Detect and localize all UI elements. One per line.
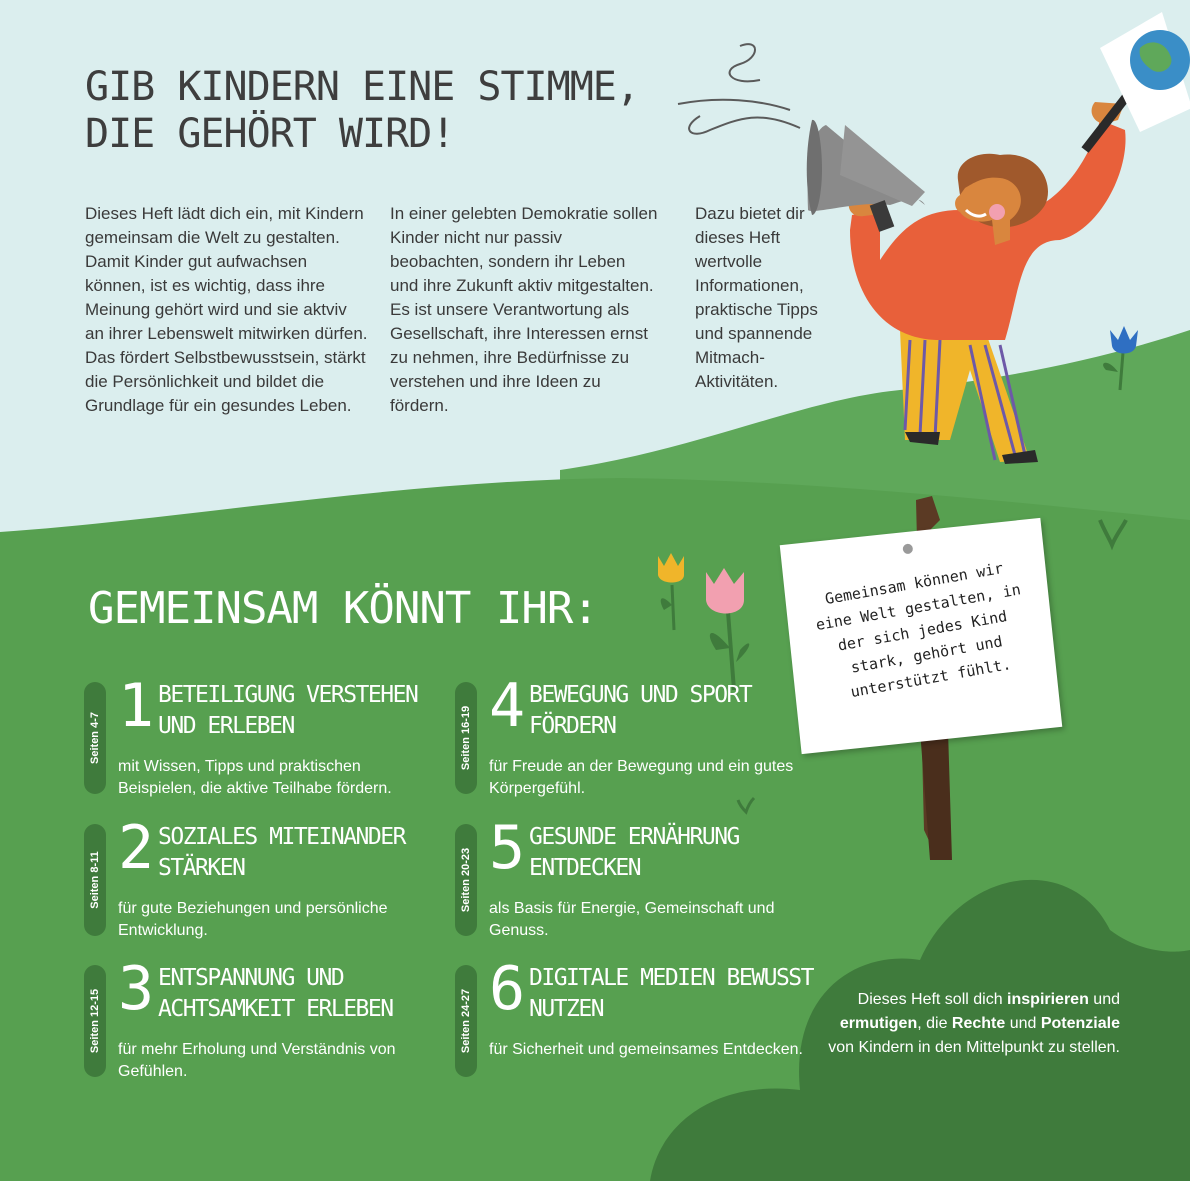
sign-note [780,518,1063,754]
item-title: BETEILIGUNG VERSTEHEN UND ERLEBEN [158,682,418,739]
page-range-badge: Seiten 16-19 [455,682,477,794]
page-title [85,64,639,158]
list-item-1 [84,671,424,802]
page-range-badge: Seiten 20-23 [455,824,477,936]
intro-column-1: Dieses Heft lädt dich ein, mit Kindern gemeinsam die Welt zu gestalten. Damit Kinder gut aufwachsen können, ist es wichtig, dass ihre Meinung gehört wird und sie aktviv an ihrer Lebenswelt mitwirken dürfen. Das fördert Selbstbewusstsein, stärkt die Persönlichkeit und bildet die Grundlage für ein gesundes Leben. [85,204,368,415]
pin-icon [902,543,913,554]
list-item-4 [455,671,795,802]
item-title: SOZIALES MITEINANDER STÄRKEN [158,824,405,881]
item-description: mit Wissen, Tipps und praktischen Beispielen, die aktive Teilhabe fördern. [118,758,392,797]
list-item-2 [84,813,424,944]
item-number: 1 [118,671,155,741]
intro-column-3: Dazu bietet dir dieses Heft wertvolle Informationen, praktische Tipps und spannende Mitmach-Aktivitäten. [695,204,818,391]
sign-text: Gemeinsam können wir eine Welt gestalten, in der sich jedes Kind stark, gehört und unterstützt fühlt. [814,559,1023,702]
item-number: 6 [489,954,526,1024]
item-title: DIGITALE MEDIEN BEWUSST NUTZEN [529,965,813,1022]
intro-column-2: In einer gelebten Demokratie sollen Kinder nicht nur passiv beobachten, sondern ihr Leben und ihre Zukunft aktiv mitgestalten. Es ist unsere Verantwortung als Gesellschaft, ihre Interessen ernst zu nehmen, ihre Bedürfnisse zu verstehen und ihre Ideen zu fördern. [390,204,658,415]
item-number: 3 [118,954,155,1024]
title-line-1: GIB KINDERN EINE STIMME, [85,64,639,110]
title-line-2: DIE GEHÖRT WIRD! [85,111,455,157]
item-title: GESUNDE ERNÄHRUNG ENTDECKEN [529,824,739,881]
list-item-5 [455,813,795,944]
closing-text: Dieses Heft soll dich inspirieren und ermutigen, die Rechte und Potenziale von Kindern in den Mittelpunkt zu stellen. [828,991,1120,1056]
page-range-badge: Seiten 4-7 [84,682,106,794]
item-description: als Basis für Energie, Gemeinschaft und Genuss. [489,900,775,939]
item-description: für Sicherheit und gemeinsames Entdecken. [489,1041,803,1058]
section-heading: GEMEINSAM KÖNNT IHR: [88,583,598,634]
page-range-badge: Seiten 12-15 [84,965,106,1077]
page-range-badge: Seiten 24-27 [455,965,477,1077]
page-range-badge: Seiten 8-11 [84,824,106,936]
item-title: BEWEGUNG UND SPORT FÖRDERN [529,682,752,739]
item-title: ENTSPANNUNG UND ACHTSAMKEIT ERLEBEN [158,965,393,1022]
list-item-3 [84,954,424,1085]
list-item-6 [455,954,813,1085]
item-number: 5 [489,813,526,883]
item-number: 2 [118,813,155,883]
item-description: für gute Beziehungen und persönliche Entwicklung. [118,900,388,939]
item-description: für mehr Erholung und Verständnis von Gefühlen. [118,1041,396,1080]
item-description: für Freude an der Bewegung und ein gutes Körpergefühl. [489,758,794,797]
item-number: 4 [489,671,526,741]
